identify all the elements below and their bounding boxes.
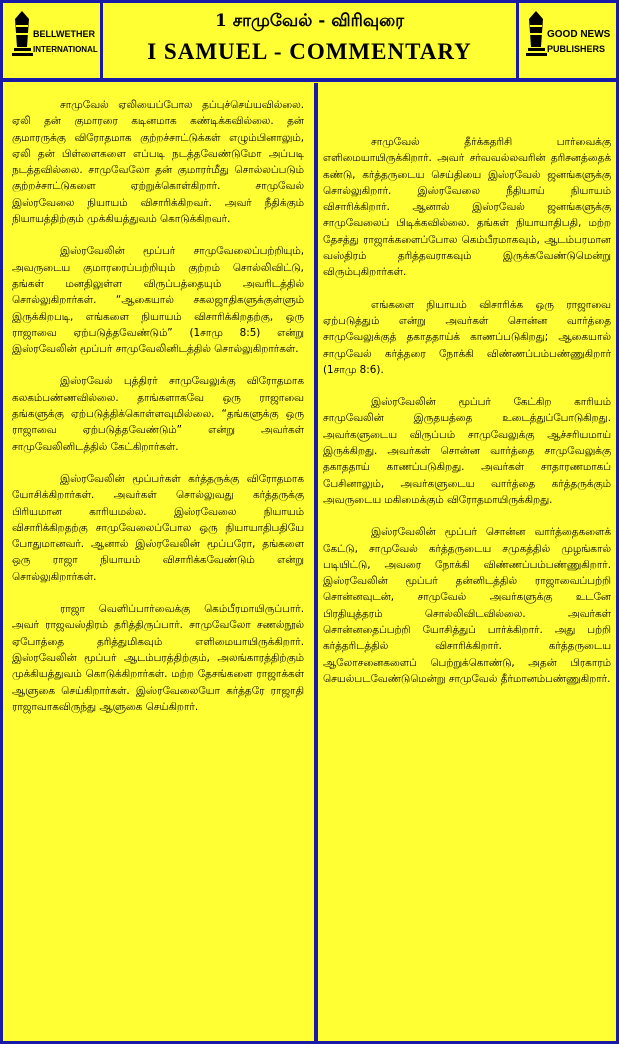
left-paragraph-3: இஸ்ரவேல் புத்திரர் சாமுவேலுக்கு விரோதமாக கலகம்பண்ணவில்லை. தாங்களாகவே ஒரு ராஜாவை தங்களுக்கு ஏற்படுத்திக்கொள்ளவுமில்லை. “தங்களுக்கு ஒரு ராஜாவை ஏற்படுத்தவேண்டும்” என்று அவர்கள் சாமுவேலினிடத்தில் கேட்கிறார்கள். xyxy=(12,375,304,453)
left-paragraph-5: ராஜா வெளிப்பார்வைக்கு கெம்பீரமாயிருப்பார். அவர் ராஜவஸ்திரம் தரித்திருப்பார். சாமுவேலோ சணல்நூல் ஏபோத்தை தரித்துமிகவும் எளிமையாயிருக்கிறார். இஸ்ரவேலின் மூப்பர் ஆடம்பரத்திற்கும், அலங்காரத்திற்கும் முக்கியத்துவம் கொடுக்கிறார்கள். மற்ற தேசங்களை ராஜாக்கள் ஆளுகை செய்கிறார்கள். இஸ்ரவேலையோ கர்த்தரே ராஜாதி ராஜாவாகவிருந்து ஆளுகை செய்கிறார். xyxy=(12,603,304,713)
bellwether-logo xyxy=(3,3,103,78)
right-paragraph-4: இஸ்ரவேலின் மூப்பர் சொன்ன வார்த்தைகளைக் கேட்டு, சாமுவேல் கர்த்தருடைய சமுகத்தில் முழங்கால் படியிட்டு, அவரை நோக்கி விண்ணப்பம்பண்ணுகிறார். இஸ்ரவேலின் மூப்பர் தன்னிடத்தில் ராஜாவைப்பற்றி சொன்னவுடன், சாமுவேல் அவர்களுக்கு உடனே பிரதியுத்தரம் சொல்லிவிடவில்லை. அவர்கள் சொன்னதைப்பற்றி யோசித்துப் பார்க்கிறார். அது பற்றி கர்த்தரிடத்தில் விசாரிக்கிறார். கர்த்தருடைய ஆலோசனைகளைப் பெற்றுக்கொண்டு, அதன் பிரகாரம் செயல்படவேண்டுமென்று சாமுவேல் தீர்மானம்பண்ணுகிறார். xyxy=(323,526,611,685)
good-news-logo xyxy=(516,3,616,78)
left-logo-line2: INTERNATIONAL xyxy=(33,45,98,54)
title-area xyxy=(104,3,515,78)
header xyxy=(3,3,616,82)
right-paragraph-2: எங்களை நியாயம் விசாரிக்க ஒரு ராஜாவை ஏற்படுத்தும் என்று அவர்கள் சொன்ன வார்த்தை சாமுவேலுக்குத் தகாததாய்க் காணப்படுகிறது; ஆகையால் சாமுவேல் கர்த்தரை நோக்கி விண்ணப்பம்பண்ணுகிறார் (1சாமு 8:6). xyxy=(323,298,611,376)
left-paragraph-4: இஸ்ரவேலின் மூப்பர்கள் கர்த்தருக்கு விரோதமாக யோசிக்கிறார்கள். அவர்கள் சொல்லுவது கர்த்தருக்கு பிரியமான காரியமல்ல. இஸ்ரவேலை நியாயம் விசாரிக்கிறதற்கு சாமுவேலைப்போல ஒரு நியாயாதிபதியே போதுமானவர். ஆனால் இஸ்ரவேலின் மூப்பரோ, தங்களை ஒரு ராஜா நியாயம் விசாரிக்கவேண்டும் என்று சொல்லுகிறார்கள். xyxy=(12,472,304,583)
left-paragraph-2: இஸ்ரவேலின் மூப்பர் சாமுவேலைப்பற்றியும், அவருடைய குமாரரைப்பற்றியும் குற்றம் சொல்லிவிட்டு, தங்கள் மனதிலுள்ள விருப்பத்தையும் அவரிடத்தில் சொல்லுகிறார்கள். “ஆகையால் சகலஜாதிகளுக்குள்ளும் இருக்கிறபடி, எங்களை நியாயம் விசாரிக்கிறதற்கு, ஒரு ராஜாவை ஏற்படுத்தவேண்டும்” (1சாமு 8:5) என்று இஸ்ரவேலின் மூப்பர் சாமுவேலினிடத்தில் சொல்லுகிறார்கள். xyxy=(12,245,304,356)
title-english: I SAMUEL - COMMENTARY xyxy=(147,39,472,64)
left-column xyxy=(7,83,309,1041)
left-paragraph-1: சாமுவேல் ஏலியைப்போல தப்புச்செய்யவில்லை. ஏலி தன் குமாரரை கடினமாக கண்டிக்கவில்லை. தன் குமாரருக்கு விரோதமாக குற்றச்சாட்டுக்கள் எழும்பினாலும், ஏலி தன் பிள்ளைகளை எப்படி நடத்தவேண்டுமோ அப்படி நடத்தவில்லை. சாமுவேலோ தன் குமாரர்மீது சொல்லப்படும் குற்றச்சாட்டுகளை ஏற்றுக்கொள்கிறார். சாமுவேல் இஸ்ரவேலை நியாயம் விசாரிக்கிறவர். அவர் நீதிக்கும் நியாயத்திற்கும் முக்கியத்துவம் கொடுக்கிறவர். xyxy=(12,99,304,226)
right-logo-line1: GOOD NEWS xyxy=(547,29,611,40)
left-logo-line1: BELLWETHER xyxy=(33,29,95,39)
right-paragraph-3: இஸ்ரவேலின் மூப்பர் கேட்கிற காரியம் சாமுவேலின் இருதயத்தை உடைத்துப்போடுகிறது. அவர்களுடைய விருப்பம் சாமுவேலுக்கு ஆச்சரியமாய் இருக்கிறது. அவர்கள் சொன்ன வார்த்தை சாமுவேலுக்கு தகாததாய் காணப்படுகிறது. அவர்கள் சாதாரணமாகப் பேசினாலும், அவர்களுடைய வார்த்தை கர்த்தருக்கும் அவருடைய மகிமைக்கும் விரோதமாயிருக்கிறது. xyxy=(323,396,611,506)
right-paragraph-1: சாமுவேல் தீர்க்கதரிசி பார்வைக்கு எளிமையாயிருக்கிறார். அவர் சர்வவல்லவரின் தரிசனத்தைக் கண்டு, கர்த்தருடைய செய்தியை இஸ்ரவேல் ஜனங்களுக்கு சொல்லுகிறார். இஸ்ரவேலை நீதியாய் நியாயம் விசாரிக்கிறார். ஆனால் இஸ்ரவேல் ஜனங்களுக்கு சாமுவேலைப் பிடிக்கவில்லை. தங்கள் நியாயாதிபதி, மற்ற தேசத்து ராஜாக்களைப்போல கெம்பீரமாகவும், ஆடம்பரமான வஸ்திரம் தரித்தவராகவும் இருக்கவேண்டுமென்று விரும்புகிறார்கள். xyxy=(323,136,611,279)
title-tamil: 1 சாமுவேல் - விரிவுரை xyxy=(215,11,404,31)
right-column xyxy=(314,83,616,1041)
right-logo-line2: PUBLISHERS xyxy=(547,44,606,54)
